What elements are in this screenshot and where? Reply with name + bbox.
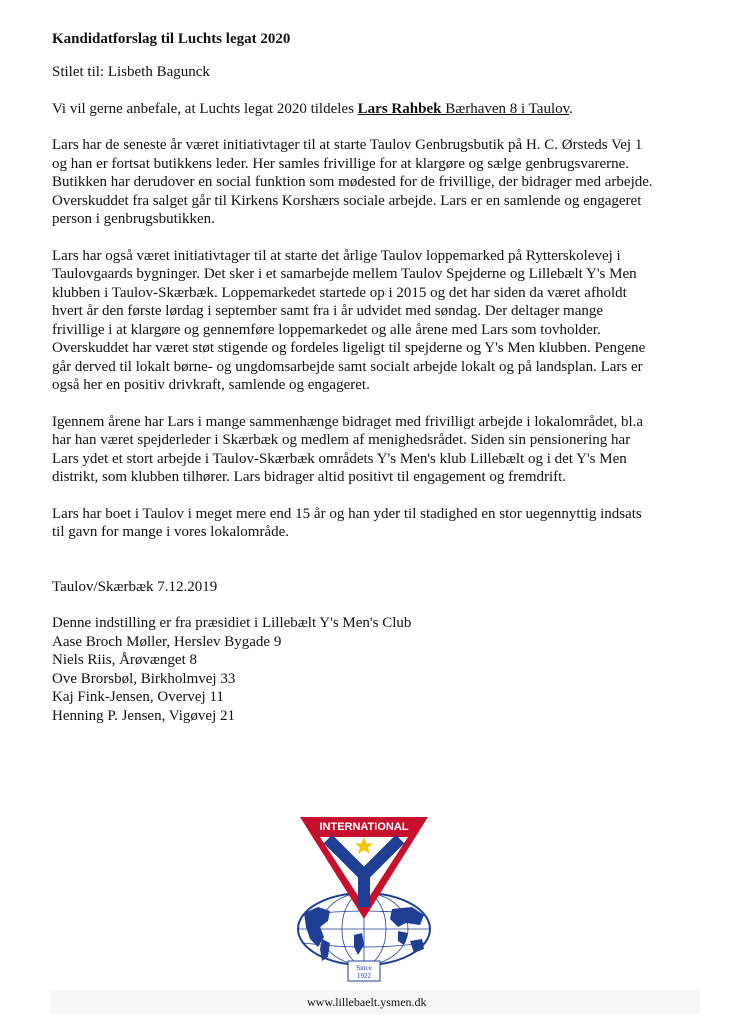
footer-url: www.lillebaelt.ysmen.dk	[307, 995, 427, 1009]
intro-suffix: .	[569, 100, 573, 117]
logo-banner-text: INTERNATIONAL	[319, 821, 409, 833]
signers-intro: Denne indstilling er fra præsidiet i Lillebælt Y's Men's Club	[52, 615, 412, 631]
candidate-address: Bærhaven 8 i Taulov	[441, 100, 570, 117]
paragraph-line: også her en positiv drivkraft, samlende og engageret.	[52, 377, 370, 393]
ys-men-international-logo	[294, 815, 434, 985]
place-date: Taulov/Skærbæk 7.12.2019	[52, 578, 218, 595]
intro-prefix: Vi vil gerne anbefale, at Luchts legat 2020 tildeles	[52, 100, 358, 117]
paragraph-line: Overskuddet fra salget går til Kirkens Korshærs sociale arbejde. Lars er en samlende og engageret	[52, 192, 642, 209]
paragraph-frivilligt-arbejde	[52, 413, 722, 487]
paragraph-line: distrikt, som klubben tilhører. Lars bidrager altid positivt til engagement og fremdrift.	[52, 469, 567, 485]
paragraph-line: Lars har de seneste år været initiativtager til at starte Taulov Genbrugsbutik på H. C. Ørsteds Vej 1	[52, 137, 643, 153]
signer: Aase Broch Møller, Herslev Bygade 9	[52, 633, 282, 650]
paragraph-line: frivillige i at klargøre og gennemføre loppemarkedet og alle årene med Lars som tovholder.	[52, 321, 601, 338]
logo-year-text: 1922	[357, 972, 371, 980]
paragraph-line: Taulovgaards bygninger. Det sker i et samarbejde mellem Taulov Spejderne og Lillebælt Y's Men	[52, 266, 637, 282]
paragraph-line: og han er fortsat butikkens leder. Her samles frivillige for at klargøre og sælge genbrugsvarerne.	[52, 155, 630, 172]
paragraph-line: til gavn for mange i vores lokalområde.	[52, 524, 290, 540]
signer: Niels Riis, Årøvænget 8	[52, 652, 197, 668]
paragraph-loppemarked	[52, 247, 722, 395]
document-title: Kandidatforslag til Luchts legat 2020	[52, 31, 291, 47]
candidate-name: Lars Rahbek	[357, 100, 442, 117]
paragraph-line: Lars ydet et stort arbejde i Taulov-Skærbæk områdets Y's Men's klub Lillebælt og i det Y's Men	[52, 450, 627, 467]
paragraph-taulov	[52, 505, 722, 542]
paragraph-line: klubben i Taulov-Skærbæk. Loppemarkedet startede op i 2015 og det har siden da været afholdt	[52, 284, 627, 301]
paragraph-line: har han været spejderleder i Skærbæk og medlem af menighedsrådet. Siden sin pensionering har	[52, 432, 631, 448]
paragraph-line: går derved til lokalt børne- og ungdomsarbejde samt socialt arbejde lokalt og på landsplan. Lars er	[52, 358, 643, 375]
intro-line	[52, 100, 722, 119]
signer: Ove Brorsbøl, Birkholmvej 33	[52, 670, 236, 687]
signer: Kaj Fink-Jensen, Overvej 11	[52, 689, 224, 705]
signer: Henning P. Jensen, Vigøvej 21	[52, 707, 235, 724]
paragraph-line: Lars har også været initiativtager til at starte det årlige Taulov loppemarked på Rytterskolevej i	[52, 247, 621, 264]
paragraph-line: Igennem årene har Lars i mange sammenhænge bidraget med frivilligt arbejde i lokalområdet, bl.a	[52, 413, 644, 430]
recipient-line: Stilet til: Lisbeth Bagunck	[52, 64, 210, 80]
spacer	[52, 560, 722, 578]
paragraph-line: Butikken har derudover en social funktion som mødested for de frivillige, der bidrager med arbejde.	[52, 174, 653, 190]
letter	[52, 30, 722, 725]
paragraph-line: Lars har boet i Taulov i meget mere end 15 år og han yder til stadighed en stor uegennyttig indsats	[52, 505, 642, 522]
signers-block	[52, 614, 722, 725]
since-badge	[348, 961, 380, 981]
paragraph-line: person i genbrugsbutikken.	[52, 211, 215, 227]
paragraph-genbrugsbutik	[52, 136, 722, 229]
paragraph-line: hvert år den første lørdag i september samt fra i år udvidet med søndag. Der deltager mange	[52, 303, 604, 319]
logo-since-text: Since	[356, 964, 372, 972]
paragraph-line: Overskuddet har været støt stigende og fordeles ligeligt til spejderne og Y's Men klubben. Pengene	[52, 340, 646, 356]
